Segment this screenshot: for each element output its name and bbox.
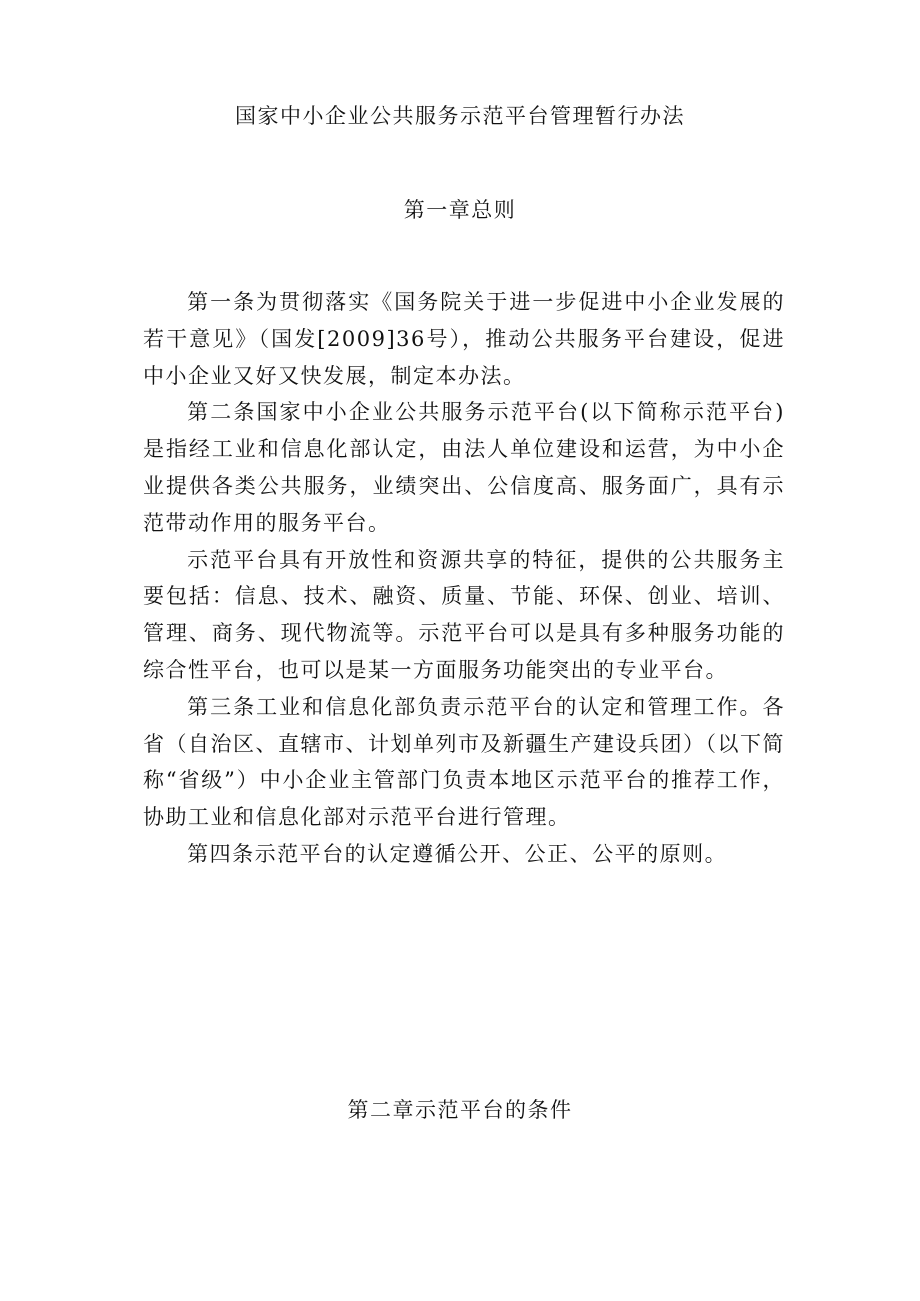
article-1-paragraph: 第一条为贯彻落实《国务院关于进一步促进中小企业发展的若干意见》（国发[2009]36号），推动公共服务平台建设，促进中小企业又好又快发展，制定本办法。 xyxy=(143,290,785,388)
article-3-paragraph: 第三条工业和信息化部负责示范平台的认定和管理工作。各省（自治区、直辖市、计划单列市及新疆生产建设兵团）（以下简称“省级”）中小企业主管部门负责本地区示范平台的推荐工作，协助工业和信息化部对示范平台进行管理。 xyxy=(143,694,785,830)
platform-features-paragraph: 示范平台具有开放性和资源共享的特征，提供的公共服务主要包括：信息、技术、融资、质量、节能、环保、创业、培训、管理、商务、现代物流等。示范平台可以是具有多种服务功能的综合性平台，也可以是某一方面服务功能突出的专业平台。 xyxy=(143,547,785,682)
chapter-heading-2: 第二章示范平台的条件 xyxy=(347,1098,573,1122)
article-2-paragraph: 第二条国家中小企业公共服务示范平台(以下简称示范平台)是指经工业和信息化部认定，由法人单位建设和运营，为中小企业提供各类公共服务，业绩突出、公信度高、服务面广，具有示范带动作用的服务平台。 xyxy=(143,400,785,535)
document-title: 国家中小企业公共服务示范平台管理暂行办法 xyxy=(235,104,685,128)
article-4-paragraph: 第四条示范平台的认定遵循公开、公正、公平的原则。 xyxy=(187,841,728,866)
document-body xyxy=(143,284,785,873)
chapter-heading-1: 第一章总则 xyxy=(403,198,517,222)
